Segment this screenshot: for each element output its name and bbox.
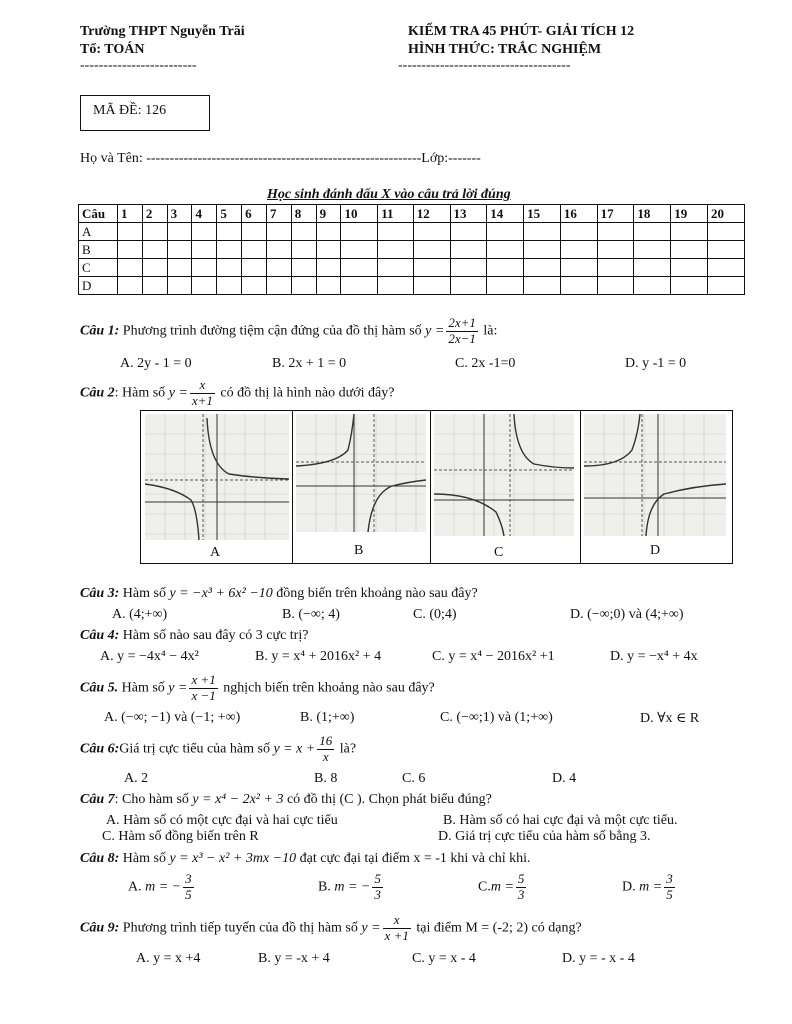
answer-cell[interactable] xyxy=(450,241,487,259)
answer-cell[interactable] xyxy=(217,241,242,259)
answer-cell[interactable] xyxy=(707,241,744,259)
option-c[interactable]: C. (−∞;1) và (1;+∞) xyxy=(440,710,553,725)
question-9 xyxy=(80,913,582,944)
answer-cell[interactable] xyxy=(378,277,414,295)
question-label: Câu 7 xyxy=(80,792,115,807)
formula-lhs: y = xyxy=(168,680,188,696)
fraction xyxy=(446,316,478,347)
answer-cell[interactable] xyxy=(217,259,242,277)
question-label: Câu 1: xyxy=(80,323,120,339)
option-c[interactable]: C. 6 xyxy=(402,771,426,786)
answer-row-d xyxy=(79,277,745,295)
option-c[interactable]: C. (0;4) xyxy=(413,607,457,622)
answer-cell[interactable] xyxy=(671,223,708,241)
graph-label: A xyxy=(210,545,221,560)
answer-cell[interactable] xyxy=(524,241,561,259)
answer-cell[interactable] xyxy=(560,277,597,295)
graph-c[interactable] xyxy=(430,411,581,563)
fraction xyxy=(372,872,383,903)
fraction-denominator: 5 xyxy=(666,886,673,902)
answer-cell[interactable] xyxy=(167,277,192,295)
fraction xyxy=(190,378,215,409)
option-b[interactable]: B. (1;+∞) xyxy=(300,710,355,725)
option-lhs: m = xyxy=(639,879,663,895)
option-b[interactable] xyxy=(318,872,385,903)
question-text: Phương trình tiếp tuyến của đồ thị hàm số xyxy=(122,920,358,936)
option-prefix: B. xyxy=(318,879,331,895)
question-tail: là? xyxy=(339,741,357,757)
answer-cell[interactable] xyxy=(487,223,524,241)
fraction-denominator: x +1 xyxy=(384,927,409,943)
answer-cell[interactable] xyxy=(597,277,634,295)
option-b[interactable]: B. y = -x + 4 xyxy=(258,951,330,966)
answer-cell[interactable] xyxy=(450,277,487,295)
graph-c-image xyxy=(434,414,580,540)
question-text: Hàm số nào sau đây có 3 cực trị? xyxy=(122,628,309,643)
right-divider: ------------------------------------- xyxy=(398,58,571,73)
answer-cell[interactable] xyxy=(671,241,708,259)
option-c[interactable]: C. y = x - 4 xyxy=(412,951,476,966)
fraction xyxy=(189,673,217,704)
question-label: Câu 6: xyxy=(80,741,120,757)
question-number: 7 xyxy=(266,205,291,223)
option-b[interactable]: B. 2x + 1 = 0 xyxy=(272,356,347,371)
answer-cell[interactable] xyxy=(291,259,316,277)
question-7 xyxy=(80,792,492,808)
answer-cell[interactable] xyxy=(378,223,414,241)
row-label: D xyxy=(79,277,118,295)
exam-format: HÌNH THỨC: TRẮC NGHIỆM xyxy=(408,42,602,57)
option-d[interactable]: D. y = −x⁴ + 4x xyxy=(610,649,698,664)
option-a[interactable]: A. 2 xyxy=(124,771,149,786)
question-number: 8 xyxy=(291,205,316,223)
answer-cell[interactable] xyxy=(291,223,316,241)
fraction-denominator: 2x−1 xyxy=(448,330,476,346)
question-number: 5 xyxy=(217,205,242,223)
answer-cell[interactable] xyxy=(560,241,597,259)
graph-d[interactable] xyxy=(580,411,732,563)
question-tail: đạt cực đại tại điểm x = -1 khi và chỉ khi. xyxy=(299,851,531,866)
answer-cell[interactable] xyxy=(560,259,597,277)
answer-cell[interactable] xyxy=(242,277,267,295)
option-c[interactable]: C. y = x⁴ − 2016x² +1 xyxy=(432,649,555,664)
option-b[interactable]: B. 8 xyxy=(314,771,338,786)
option-d[interactable]: D. 4 xyxy=(552,771,577,786)
answer-cell[interactable] xyxy=(192,277,217,295)
answer-cell[interactable] xyxy=(167,259,192,277)
fraction-numerator: x +1 xyxy=(191,672,216,687)
answer-cell[interactable] xyxy=(341,241,378,259)
answer-cell[interactable] xyxy=(524,259,561,277)
question-label: Câu 8: xyxy=(80,851,120,866)
option-b[interactable]: B. Hàm số có hai cực đại và một cực tiểu. xyxy=(443,813,678,828)
answer-cell[interactable] xyxy=(118,223,143,241)
fraction-numerator: 5 xyxy=(374,871,381,886)
answer-cell[interactable] xyxy=(167,223,192,241)
question-number: 4 xyxy=(192,205,217,223)
fraction-denominator: 5 xyxy=(185,886,192,902)
answer-cell[interactable] xyxy=(291,277,316,295)
question-label: Câu 2 xyxy=(80,385,115,401)
fraction-numerator: x xyxy=(383,913,411,929)
question-number: 11 xyxy=(378,205,414,223)
row-label: A xyxy=(79,223,118,241)
question-5 xyxy=(80,673,435,704)
question-tail: là: xyxy=(483,323,498,339)
question-4 xyxy=(80,628,308,644)
option-d[interactable]: D. Giá trị cực tiểu của hàm số bằng 3. xyxy=(438,829,651,844)
answer-cell[interactable] xyxy=(487,259,524,277)
answer-cell[interactable] xyxy=(560,223,597,241)
answer-cell[interactable] xyxy=(413,241,450,259)
question-tail: có đồ thị (C ). Chọn phát biểu đúng? xyxy=(286,792,492,807)
fraction-denominator: 3 xyxy=(517,886,525,902)
option-lhs: m = − xyxy=(145,879,182,895)
option-c[interactable]: C. 2x -1=0 xyxy=(455,356,516,371)
answer-cell[interactable] xyxy=(341,223,378,241)
fraction-numerator: x xyxy=(190,378,215,394)
answer-sheet-header-row xyxy=(79,205,745,223)
option-d[interactable]: D. ∀x ∈ R xyxy=(640,711,700,726)
answer-cell[interactable] xyxy=(671,277,708,295)
option-lhs: m = − xyxy=(334,879,371,895)
answer-cell[interactable] xyxy=(242,241,267,259)
graph-d-image xyxy=(584,414,732,540)
answer-cell[interactable] xyxy=(142,259,167,277)
option-a[interactable]: A. y = −4x⁴ − 4x² xyxy=(100,649,199,664)
formula-lhs: y = x + xyxy=(273,741,316,757)
question-label: Câu 3: xyxy=(80,586,120,601)
answer-cell[interactable] xyxy=(316,277,341,295)
option-prefix: A. xyxy=(128,879,142,895)
graph-choices xyxy=(140,410,733,564)
formula-lhs: y = xyxy=(361,920,381,936)
fraction-numerator: 3 xyxy=(666,871,673,886)
question-number: 13 xyxy=(450,205,487,223)
formula: y = x³ − x² + 3mx −10 xyxy=(169,851,297,866)
question-label: Câu 5. xyxy=(80,680,119,696)
question-tail: tại điểm M = (-2; 2) có dạng? xyxy=(416,920,582,936)
question-1 xyxy=(80,316,497,347)
option-d[interactable]: D. (−∞;0) và (4;+∞) xyxy=(570,607,684,622)
answer-row-c xyxy=(79,259,745,277)
question-number: 9 xyxy=(316,205,341,223)
question-text: Phương trình đường tiệm cận đứng của đồ thị hàm số xyxy=(122,323,422,339)
question-tail: nghịch biến trên khoảng nào sau đây? xyxy=(223,680,435,696)
option-prefix: C. xyxy=(478,879,491,895)
answer-cell[interactable] xyxy=(378,241,414,259)
fraction-denominator: x −1 xyxy=(191,687,216,703)
graph-b-image xyxy=(296,414,432,536)
question-tail: đồng biến trên khoảng nào sau đây? xyxy=(276,586,478,601)
question-number: 16 xyxy=(560,205,597,223)
exam-title: KIỂM TRA 45 PHÚT- GIẢI TÍCH 12 xyxy=(408,24,635,39)
graph-a-image xyxy=(145,414,295,544)
answer-cell[interactable] xyxy=(634,223,671,241)
answer-sheet-instruction: Học sinh đánh dấu X vào câu trả lời đúng xyxy=(267,187,511,202)
answer-cell[interactable] xyxy=(671,259,708,277)
answer-cell[interactable] xyxy=(707,259,744,277)
answer-cell[interactable] xyxy=(487,241,524,259)
formula-lhs: y = xyxy=(168,385,188,401)
formula-lhs: y = xyxy=(425,323,445,339)
answer-cell[interactable] xyxy=(266,223,291,241)
option-lhs: m = xyxy=(490,879,514,895)
option-prefix: D. xyxy=(622,879,636,895)
answer-cell[interactable] xyxy=(341,277,378,295)
question-number: 12 xyxy=(413,205,450,223)
fraction-numerator: 16 xyxy=(319,733,333,748)
student-info-line: Họ và Tên: -----------------------------------------------------------Lớp:------- xyxy=(80,151,481,166)
answer-cell[interactable] xyxy=(413,259,450,277)
answer-cell[interactable] xyxy=(450,223,487,241)
answer-cell[interactable] xyxy=(316,259,341,277)
answer-cell[interactable] xyxy=(634,277,671,295)
question-text: Hàm số xyxy=(122,586,166,601)
answer-cell[interactable] xyxy=(118,241,143,259)
question-number: 10 xyxy=(341,205,378,223)
option-a[interactable]: A. y = x +4 xyxy=(136,951,201,966)
answer-cell[interactable] xyxy=(378,259,414,277)
formula: y = x⁴ − 2x² + 3 xyxy=(192,792,284,807)
answer-cell[interactable] xyxy=(524,277,561,295)
question-number: 18 xyxy=(634,205,671,223)
answer-cell[interactable] xyxy=(242,223,267,241)
question-number: 20 xyxy=(707,205,744,223)
answer-cell[interactable] xyxy=(597,223,634,241)
answer-cell[interactable] xyxy=(316,241,341,259)
question-3 xyxy=(80,586,478,602)
option-d[interactable] xyxy=(622,872,677,903)
answer-cell[interactable] xyxy=(242,259,267,277)
fraction-numerator: 3 xyxy=(185,871,192,886)
answer-cell[interactable] xyxy=(142,241,167,259)
answer-row-b xyxy=(79,241,745,259)
question-number: 14 xyxy=(487,205,524,223)
question-number: 17 xyxy=(597,205,634,223)
question-number: 15 xyxy=(524,205,561,223)
answer-cell[interactable] xyxy=(217,277,242,295)
question-text: Hàm số xyxy=(121,680,165,696)
question-number: 3 xyxy=(167,205,192,223)
fraction xyxy=(383,913,411,944)
question-2 xyxy=(80,378,394,409)
answer-cell[interactable] xyxy=(597,259,634,277)
exam-code: MÃ ĐỀ: 126 xyxy=(93,103,167,118)
option-a[interactable]: A. 2y - 1 = 0 xyxy=(120,356,192,371)
option-d[interactable]: D. y -1 = 0 xyxy=(625,356,687,371)
answer-cell[interactable] xyxy=(291,241,316,259)
answer-cell[interactable] xyxy=(192,259,217,277)
answer-cell[interactable] xyxy=(142,277,167,295)
school-name: Trường THPT Nguyễn Trãi xyxy=(80,24,245,39)
question-number: 2 xyxy=(142,205,167,223)
question-number: 1 xyxy=(118,205,143,223)
answer-sheet-corner: Câu xyxy=(79,205,118,223)
formula: y = −x³ + 6x² −10 xyxy=(169,586,273,601)
answer-sheet-table xyxy=(78,204,745,295)
question-number: 6 xyxy=(242,205,267,223)
department: Tổ: TOÁN xyxy=(80,42,145,57)
option-a[interactable]: A. (4;+∞) xyxy=(112,607,168,622)
answer-cell[interactable] xyxy=(118,259,143,277)
row-label: C xyxy=(79,259,118,277)
option-b[interactable]: B. (−∞; 4) xyxy=(282,607,340,622)
fraction xyxy=(317,734,334,765)
answer-cell[interactable] xyxy=(118,277,143,295)
answer-cell[interactable] xyxy=(217,223,242,241)
question-text: : Hàm số xyxy=(114,385,166,401)
option-a[interactable]: A. Hàm số có một cực đại và hai cực tiểu xyxy=(106,813,338,828)
fraction xyxy=(183,872,194,903)
fraction-numerator: 5 xyxy=(517,871,525,886)
question-label: Câu 4: xyxy=(80,628,120,643)
answer-cell[interactable] xyxy=(450,259,487,277)
answer-cell[interactable] xyxy=(487,277,524,295)
answer-cell[interactable] xyxy=(167,241,192,259)
option-d[interactable]: D. y = - x - 4 xyxy=(562,951,635,966)
graph-label: C xyxy=(494,545,504,560)
question-8 xyxy=(80,851,531,867)
answer-cell[interactable] xyxy=(142,223,167,241)
question-text: Hàm số xyxy=(122,851,166,866)
left-divider: ------------------------- xyxy=(80,58,197,73)
option-c[interactable]: C. Hàm số đồng biến trên R xyxy=(102,829,259,844)
answer-cell[interactable] xyxy=(266,241,291,259)
answer-cell[interactable] xyxy=(341,259,378,277)
option-c[interactable] xyxy=(478,872,528,903)
graph-label: D xyxy=(650,543,661,558)
answer-cell[interactable] xyxy=(192,241,217,259)
question-text: Giá trị cực tiểu của hàm số xyxy=(119,741,270,757)
answer-cell[interactable] xyxy=(266,277,291,295)
graph-a[interactable] xyxy=(141,411,293,563)
graph-b[interactable] xyxy=(292,411,431,563)
option-a[interactable]: A. (−∞; −1) và (−1; +∞) xyxy=(104,710,241,725)
answer-cell[interactable] xyxy=(413,277,450,295)
answer-cell[interactable] xyxy=(707,223,744,241)
fraction-denominator: x xyxy=(322,748,329,764)
answer-cell[interactable] xyxy=(413,223,450,241)
answer-cell[interactable] xyxy=(192,223,217,241)
row-label: B xyxy=(79,241,118,259)
fraction-denominator: x+1 xyxy=(191,392,213,408)
answer-cell[interactable] xyxy=(266,259,291,277)
question-tail: có đồ thị là hình nào dưới đây? xyxy=(220,385,395,401)
fraction xyxy=(664,872,675,903)
question-number: 19 xyxy=(671,205,708,223)
answer-cell[interactable] xyxy=(316,223,341,241)
answer-cell[interactable] xyxy=(707,277,744,295)
question-6 xyxy=(80,734,356,765)
option-b[interactable]: B. y = x⁴ + 2016x² + 4 xyxy=(255,649,382,664)
answer-cell[interactable] xyxy=(634,259,671,277)
fraction-numerator: 2x+1 xyxy=(448,315,476,330)
answer-cell[interactable] xyxy=(597,241,634,259)
answer-row-a xyxy=(79,223,745,241)
question-text: : Cho hàm số xyxy=(114,792,189,807)
question-label: Câu 9: xyxy=(80,920,120,936)
fraction xyxy=(516,872,527,903)
fraction-denominator: 3 xyxy=(374,886,381,902)
exam-code-box xyxy=(80,95,210,131)
answer-cell[interactable] xyxy=(634,241,671,259)
graph-label: B xyxy=(354,543,364,558)
option-a[interactable] xyxy=(128,872,196,903)
answer-cell[interactable] xyxy=(524,223,561,241)
